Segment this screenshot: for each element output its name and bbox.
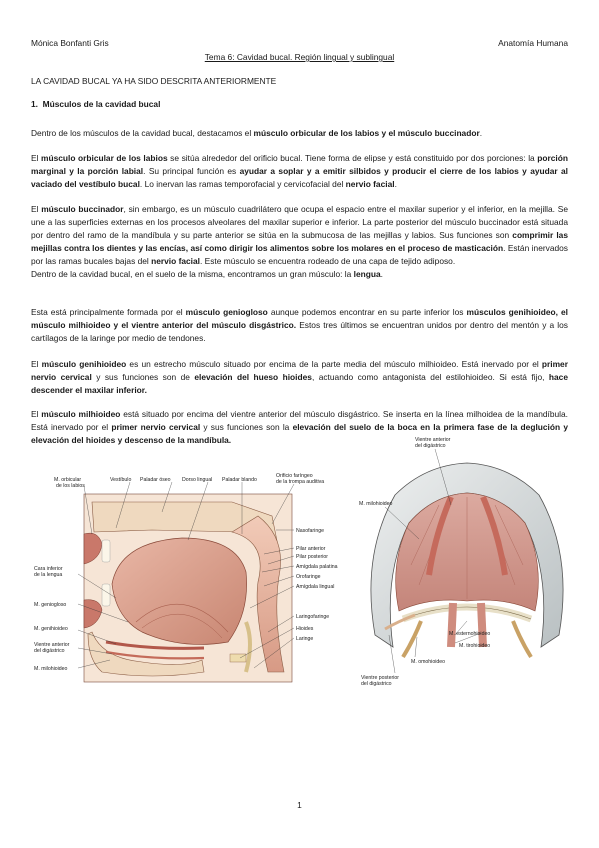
floor-of-mouth-illustration bbox=[355, 435, 580, 691]
floor-of-mouth-figure bbox=[355, 435, 580, 691]
fig1-label: M. milohioideo bbox=[34, 666, 68, 672]
intro-line: LA CAVIDAD BUCAL YA HA SIDO DESCRITA ANTERIORMENTE bbox=[31, 76, 277, 86]
fig1-label: M. orbicular bbox=[54, 477, 82, 483]
fig1-label: Laringe bbox=[296, 636, 314, 642]
section-heading bbox=[31, 98, 568, 111]
page-number: 1 bbox=[297, 800, 302, 810]
fig1-label: Orofaringe bbox=[296, 574, 321, 580]
fig1-label: Orificio faríngeo bbox=[276, 473, 313, 479]
fig1-label: de los labios bbox=[56, 483, 85, 489]
section-number: 1. bbox=[31, 99, 38, 109]
section-title: Músculos de la cavidad bucal bbox=[42, 99, 161, 109]
fig2-label: M. milohioideo bbox=[359, 501, 393, 507]
fig1-label: Hioides bbox=[296, 626, 314, 632]
fig1-label: Pilar posterior bbox=[296, 554, 329, 560]
fig1-label: Vientre anterior bbox=[34, 642, 70, 648]
fig1-label: Vestíbulo bbox=[110, 477, 132, 483]
fig2-label: Vientre anterior bbox=[415, 437, 451, 443]
paragraph-muscles-intro: Dentro de los músculos de la cavidad bucal, destacamos el músculo orbicular de los labios y el músculo buccinador. bbox=[31, 128, 483, 138]
fig2-label: M. tirohioideo bbox=[459, 643, 491, 649]
fig1-label: de la lengua bbox=[34, 572, 63, 578]
fig2-label: M. esternohioideo bbox=[449, 631, 491, 637]
fig1-label: Laringofaringe bbox=[296, 614, 330, 620]
fig1-label: Cara inferior bbox=[34, 566, 63, 572]
paragraph-geniogloso: Esta está principalmente formada por el músculo geniogloso aunque podemos encontrar en su parte inferior los músculos genihioideo, el músculo milhioideo y el vientre anterior del músculo disgástrico. Estos tres últimos se encuentran unidos por dentro del mentón y a los cartílagos de la laringe por medio de tendones. bbox=[31, 307, 568, 344]
fig2-label: del digástrico bbox=[361, 681, 392, 687]
paragraph-milhioideo: El músculo milhioideo está situado por encima del vientre anterior del músculo disgástrico. Se inserta en la línea milhoidea de la mandíbula. Está inervado por el primer nervio cervical y sus funciones son la elevación del suelo de la boca en la primera fase de la deglución y elevación del hioides y descenso de la mandíbula. bbox=[31, 409, 568, 446]
sagittal-section-figure bbox=[32, 472, 344, 684]
fig1-label: Paladar óseo bbox=[140, 477, 171, 483]
paragraph-genihioideo: El músculo genihioideo es un estrecho músculo situado por encima de la parte media del músculo milhioideo. Está inervado por el primer nervio cervical y sus funciones son de elevación del hueso hioides, actuando como antagonista del estilohioideo. Si está fijo, hace descender el maxilar inferior. bbox=[31, 359, 568, 396]
header-author: Mónica Bonfanti Gris bbox=[31, 38, 109, 48]
header-subject: Anatomía Humana bbox=[498, 38, 568, 48]
fig1-label: Dorso lingual bbox=[182, 477, 213, 483]
fig1-label: M. geniogloso bbox=[34, 602, 67, 608]
fig1-label: Amígdala lingual bbox=[296, 584, 335, 590]
fig1-label: Paladar blando bbox=[222, 477, 257, 483]
document-title: Tema 6: Cavidad bucal. Región lingual y sublingual bbox=[204, 52, 395, 62]
fig2-label: M. omohioideo bbox=[411, 659, 446, 665]
fig2-label: del digástrico bbox=[415, 443, 446, 449]
fig1-label: del digástrico bbox=[34, 648, 65, 654]
paragraph-orbicular: El músculo orbicular de los labios se sitúa alrededor del orificio bucal. Tiene forma de elipse y está constituido por dos porciones: la porción marginal y la porción labial. Su principal función es ayudar a soplar y a emitir silbidos y producir el cierre de los labios y ayudar al vaciado del vestíbulo bucal. Lo inervan las ramas temporofacial y cervicofacial del nervio facial. bbox=[31, 153, 569, 190]
paragraph-buccinador: El músculo buccinador, sin embargo, es un músculo cuadrilátero que ocupa el espacio entre el maxilar superior y el inferior, en la mejilla. Se une a las superficies externas en los procesos alveolares del maxilar superior e inferior. La parte posterior del músculo buccinador está situada por dentro del ramo de la mandíbula y su parte anterior se sitúa en la submucosa de las mejillas y labios. Sus funciones son comprimir las mejillas contra los dientes y las encías, así como dirigir los alimentos sobre los molares en el proceso de masticación. Están inervados por las ramas bucales bajas del nervio facial. Este músculo se encuentra rodeado de una capa de tejido adiposo. Dentro de la cavidad bucal, en el suelo de la misma, encontramos un gran músculo: la lengua. bbox=[31, 204, 569, 280]
fig1-label: Nasofaringe bbox=[296, 528, 324, 534]
fig1-label: M. genihioideo bbox=[34, 626, 68, 632]
sagittal-section-illustration bbox=[32, 472, 344, 684]
fig1-label: de la trompa auditiva bbox=[276, 479, 325, 485]
fig2-label: Vientre posterior bbox=[361, 675, 399, 681]
fig1-label: Pilar anterior bbox=[296, 546, 326, 552]
fig1-label: Amígdala palatina bbox=[296, 564, 338, 570]
